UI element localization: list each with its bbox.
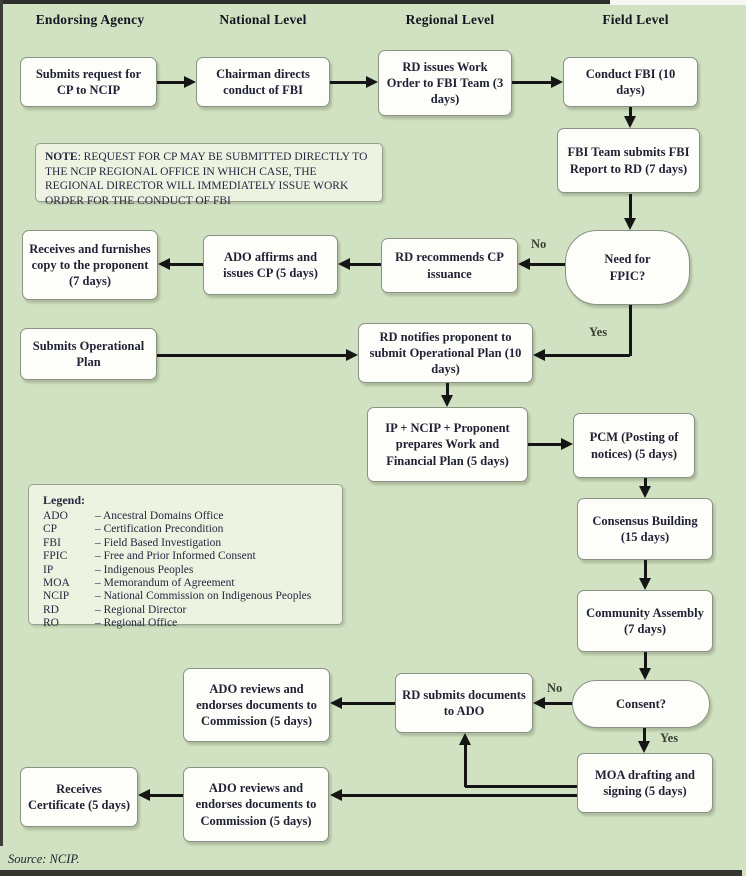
node-chairman-directs: Chairman directs conduct of FBI xyxy=(196,57,330,107)
top-border-artifact xyxy=(0,0,610,4)
node-rd-issues-work-order: RD issues Work Order to FBI Team (3 days) xyxy=(378,50,512,116)
legend-item: IP – Indigenous Peoples xyxy=(43,563,194,576)
note-panel xyxy=(35,143,383,208)
legend-panel xyxy=(28,484,343,630)
legend-item: MOA – Memorandum of Agreement xyxy=(43,577,235,590)
node-consensus-building: Consensus Building (15 days) xyxy=(577,498,713,560)
arrow-chairman-to-rd-issues-head xyxy=(366,76,378,88)
bottom-border-artifact xyxy=(0,870,742,876)
column-header-national-level: National Level xyxy=(219,12,307,27)
label-consent-no: No xyxy=(547,681,563,695)
arrow-community-to-consent-head xyxy=(639,668,651,680)
arrow-rd-issues-to-conduct-fbi-head xyxy=(551,76,563,88)
arrow-submits-request-to-chairman-head xyxy=(184,76,196,88)
node-receives-certificate: Receives Certificate (5 days) xyxy=(20,767,138,827)
node-ado-reviews-endorses-2: ADO reviews and endorses documents to Commission (5 days) xyxy=(183,767,329,842)
arrow-conduct-fbi-to-fbi-team-head xyxy=(624,116,636,128)
arrow-rd-submits-to-ado-reviews1-line xyxy=(339,702,395,705)
arrow-submits-plan-to-rd-notifies-line xyxy=(157,354,349,357)
arrow-fpic-yes-elbow-hline xyxy=(542,354,630,357)
legend-item: RD – Regional Director xyxy=(43,603,187,616)
note-body: : REQUEST FOR CP MAY BE SUBMITTED DIRECTLY TO THE NCIP REGIONAL OFFICE IN WHICH CASE, THE REGIONAL DIRECTOR WILL IMMEDIATELY ISSUE WORK ORDER FOR THE CONDUCT OF FBI xyxy=(45,151,368,208)
arrow-consent-yes-to-moa-head xyxy=(638,741,650,753)
legend-item: NCIP – National Commission on Indigenous Peoples xyxy=(43,590,312,603)
node-moa-drafting: MOA drafting and signing (5 days) xyxy=(577,753,713,813)
decision-consent: Consent? xyxy=(572,680,710,728)
node-ado-reviews-endorses-1: ADO reviews and endorses documents to Commission (5 days) xyxy=(183,668,330,742)
node-community-assembly: Community Assembly (7 days) xyxy=(577,590,713,652)
arrow-moa-to-rd-submits-hline xyxy=(465,785,577,788)
node-pcm-posting: PCM (Posting of notices) (5 days) xyxy=(573,413,695,478)
arrow-submits-plan-to-rd-notifies-head xyxy=(346,349,358,361)
note-title: NOTE xyxy=(45,151,78,163)
legend-item: RO – Regional Office xyxy=(43,617,178,630)
arrow-moa-to-rd-submits-vline xyxy=(464,744,467,787)
label-consent-yes: Yes xyxy=(660,731,679,745)
legend-item: CP – Certification Precondition xyxy=(43,523,224,536)
arrow-rd-issues-to-conduct-fbi-line xyxy=(512,81,554,84)
node-ado-affirms: ADO affirms and issues CP (5 days) xyxy=(203,235,338,295)
arrow-fpic-yes-to-rd-notifies-head xyxy=(533,349,545,361)
arrow-fpic-no-to-rd-recommends-line xyxy=(527,263,565,266)
column-header-regional-level: Regional Level xyxy=(405,12,495,27)
legend-item: FPIC – Free and Prior Informed Consent xyxy=(43,550,256,563)
arrow-chairman-to-rd-issues-line xyxy=(330,81,369,84)
legend-item: ADO – Ancestral Domains Office xyxy=(43,510,224,522)
arrow-ip-ncip-to-pcm-line xyxy=(528,443,564,446)
arrow-ado-reviews2-to-certificate-line xyxy=(147,794,183,797)
arrow-fpic-yes-elbow-vline xyxy=(629,305,632,356)
node-rd-submits-documents: RD submits documents to ADO xyxy=(395,673,533,733)
arrow-rd-notifies-to-ip-ncip-head xyxy=(441,395,453,407)
label-fpic-no: No xyxy=(531,237,547,251)
column-header-field-level: Field Level xyxy=(602,12,669,27)
left-border-artifact xyxy=(0,0,3,846)
node-rd-notifies-proponent: RD notifies proponent to submit Operational Plan (10 days) xyxy=(358,323,533,383)
node-fbi-team-submits: FBI Team submits FBI Report to RD (7 days) xyxy=(557,128,700,193)
node-ip-ncip-proponent: IP + NCIP + Proponent prepares Work and Financial Plan (5 days) xyxy=(367,407,528,482)
node-rd-recommends: RD recommends CP issuance xyxy=(381,238,518,293)
node-receives-and-furnishes: Receives and furnishes copy to the proponent (7 days) xyxy=(22,230,158,300)
node-submits-request: Submits request for CP to NCIP xyxy=(20,57,157,107)
arrow-ip-ncip-to-pcm-head xyxy=(561,438,573,450)
node-submits-operational-plan: Submits Operational Plan xyxy=(20,328,157,380)
legend-item: FBI – Field Based Investigation xyxy=(43,536,222,549)
legend-title: Legend: xyxy=(43,493,85,507)
decision-need-for-fpic: Need for FPIC? xyxy=(565,230,690,305)
arrow-submits-request-to-chairman-line xyxy=(157,81,187,84)
arrow-moa-to-ado-reviews2-line xyxy=(339,794,577,797)
arrow-consent-no-to-rd-submits-line xyxy=(542,702,572,705)
top-right-white-artifact xyxy=(610,0,746,5)
node-conduct-fbi: Conduct FBI (10 days) xyxy=(563,57,698,107)
arrow-fbi-team-to-need-fpic-head xyxy=(624,218,636,230)
arrow-pcm-to-consensus-head xyxy=(639,486,651,498)
arrow-rd-recommends-to-ado-affirms-line xyxy=(347,263,381,266)
label-fpic-yes: Yes xyxy=(589,325,608,339)
arrow-consensus-to-community-head xyxy=(639,578,651,590)
column-header-endorsing-agency: Endorsing Agency xyxy=(35,12,145,27)
arrow-ado-affirms-to-receives-line xyxy=(167,263,203,266)
source-note: Source: NCIP. xyxy=(8,852,80,866)
